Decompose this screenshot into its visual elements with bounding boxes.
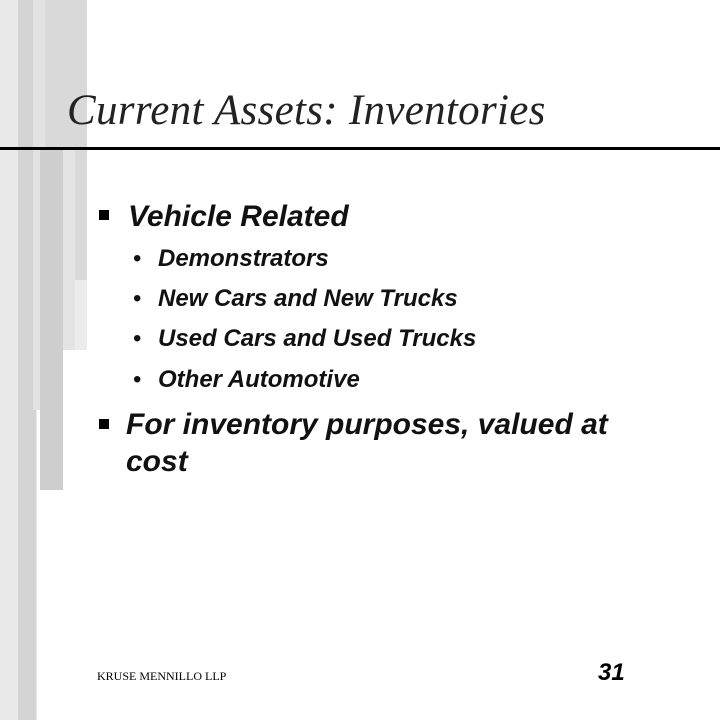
- bullet-dot-icon: •: [133, 325, 142, 352]
- bullet-text: For inventory purposes, valued at cost: [126, 408, 608, 478]
- title-divider: [0, 147, 720, 150]
- bullet-dot-icon: •: [133, 285, 142, 312]
- square-bullet-icon: [99, 210, 109, 220]
- sub-bullet-text: Demonstrators: [158, 245, 329, 272]
- page-number: 31: [598, 659, 625, 686]
- bullet-dot-icon: •: [133, 245, 142, 272]
- sub-bullet-text: Other Automotive: [158, 366, 360, 393]
- bullet-text: Vehicle Related: [128, 200, 349, 233]
- sub-bullet-text: Used Cars and Used Trucks: [158, 325, 477, 352]
- square-bullet-icon: [99, 419, 109, 429]
- footer-firm-name: KRUSE MENNILLO LLP: [97, 669, 227, 683]
- sub-bullet-text: New Cars and New Trucks: [158, 285, 458, 312]
- slide-title: Current Assets: Inventories: [67, 87, 546, 134]
- decorative-bar: [40, 150, 63, 490]
- decorative-bar: [63, 150, 75, 350]
- bullet-dot-icon: •: [133, 366, 142, 393]
